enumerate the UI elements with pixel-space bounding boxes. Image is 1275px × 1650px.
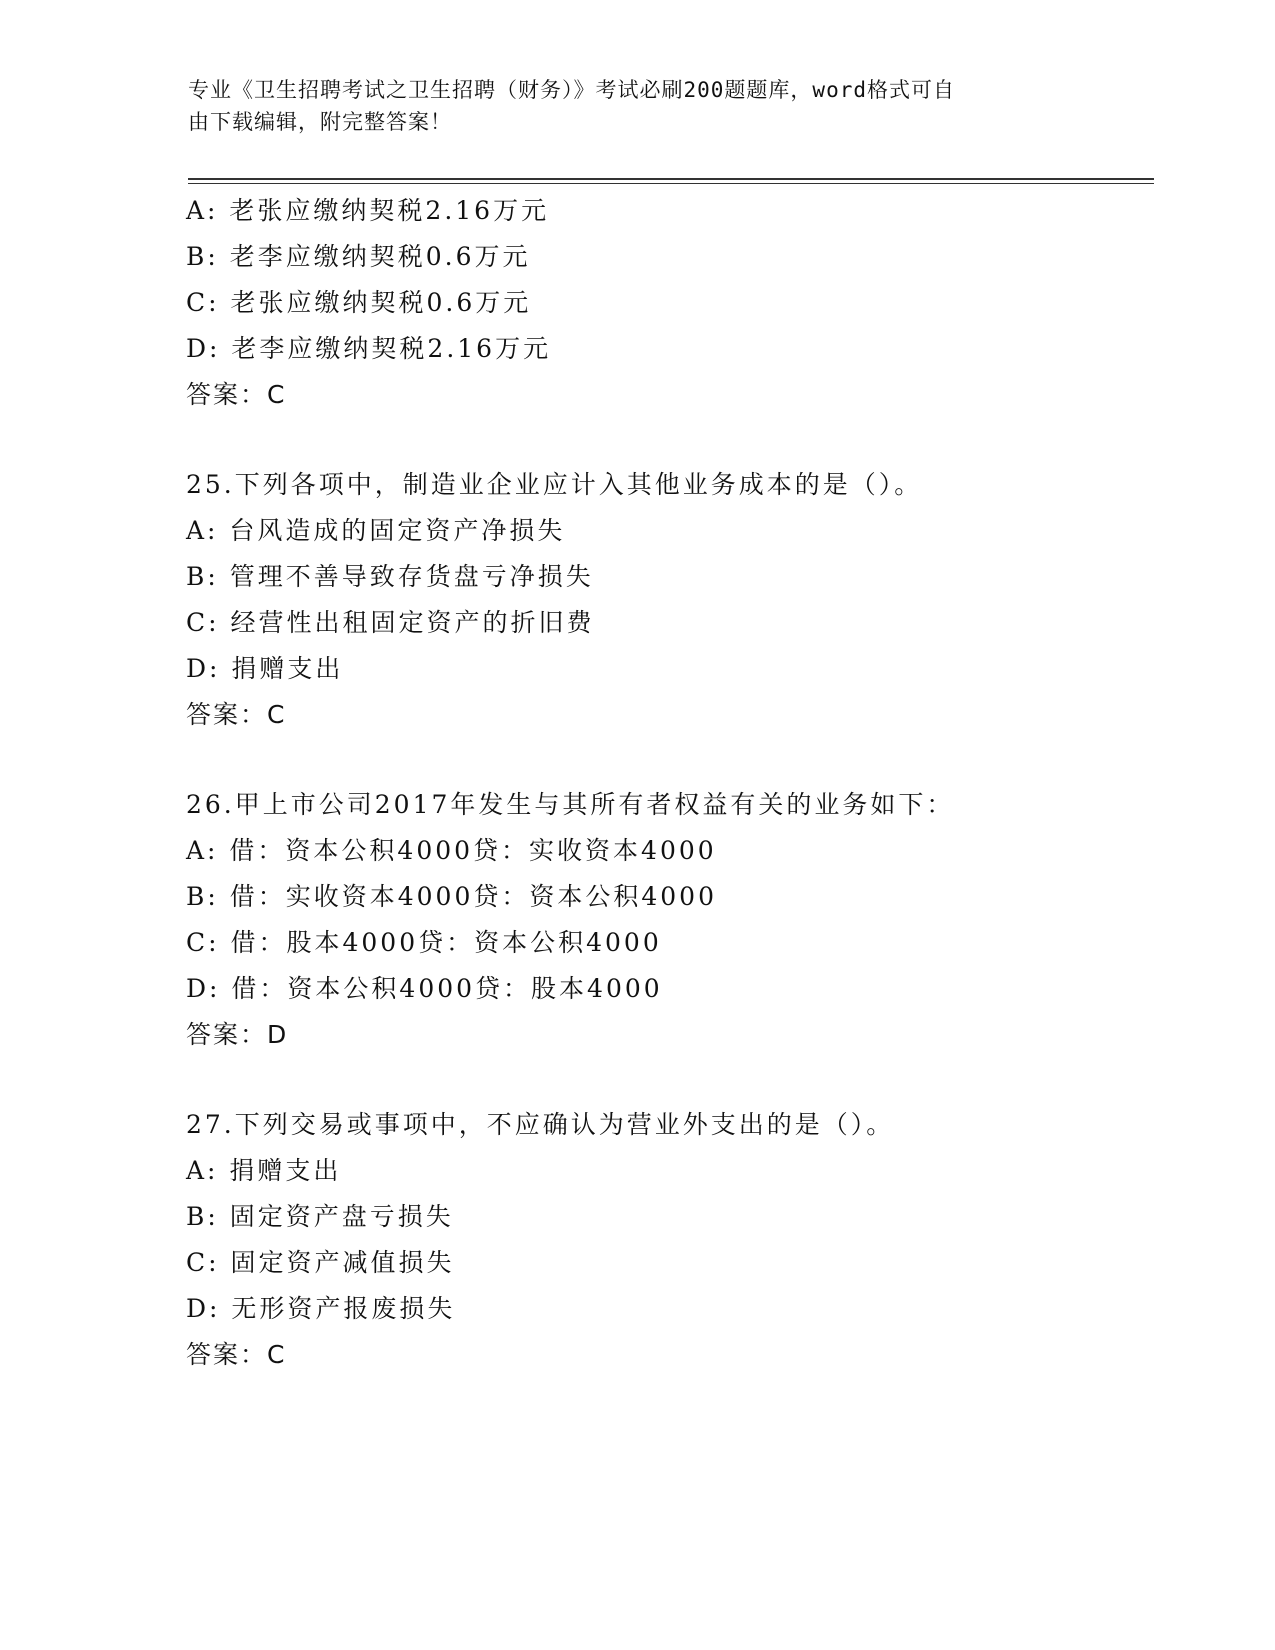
answer-line: 答案：D (186, 1020, 289, 1049)
question-stem: 25.下列各项中，制造业企业应计入其他业务成本的是（）。 (186, 470, 923, 499)
option-d: D: 借：资本公积4000贷：股本4000 (186, 974, 663, 1003)
question-block-25 (186, 462, 1166, 738)
option-b: B: 固定资产盘亏损失 (186, 1202, 454, 1231)
option-b: B: 老李应缴纳契税0.6万元 (186, 242, 531, 271)
header-line-1: 专业《卫生招聘考试之卫生招聘（财务）》考试必刷200题题库，word格式可自 (188, 78, 955, 102)
option-b: B: 借：实收资本4000贷：资本公积4000 (186, 882, 717, 911)
document-header (188, 74, 1068, 138)
question-block-27 (186, 1102, 1166, 1378)
question-list (186, 188, 1166, 1378)
option-d: D: 捐赠支出 (186, 654, 344, 683)
option-a: A: 台风造成的固定资产净损失 (186, 516, 566, 545)
option-b: B: 管理不善导致存货盘亏净损失 (186, 562, 594, 591)
answer-line: 答案：C (186, 700, 287, 729)
header-rule-thick (188, 178, 1154, 180)
option-a: A: 借：资本公积4000贷：实收资本4000 (186, 836, 717, 865)
option-a: A: 捐赠支出 (186, 1156, 342, 1185)
question-block-prev (186, 188, 1166, 418)
answer-line: 答案：C (186, 380, 287, 409)
header-line-2: 由下载编辑，附完整答案！ (188, 110, 452, 134)
option-a: A: 老张应缴纳契税2.16万元 (186, 196, 550, 225)
question-stem: 26.甲上市公司2017年发生与其所有者权益有关的业务如下： (186, 790, 955, 819)
question-block-26 (186, 782, 1166, 1058)
option-c: C: 老张应缴纳契税0.6万元 (186, 288, 532, 317)
header-rule-thin (188, 183, 1154, 184)
option-d: D: 无形资产报废损失 (186, 1294, 456, 1323)
option-c: C: 经营性出租固定资产的折旧费 (186, 608, 595, 637)
question-stem: 27.下列交易或事项中，不应确认为营业外支出的是（）。 (186, 1110, 895, 1139)
option-c: C: 借：股本4000贷：资本公积4000 (186, 928, 662, 957)
option-c: C: 固定资产减值损失 (186, 1248, 455, 1277)
option-d: D: 老李应缴纳契税2.16万元 (186, 334, 552, 363)
answer-line: 答案：C (186, 1340, 287, 1369)
